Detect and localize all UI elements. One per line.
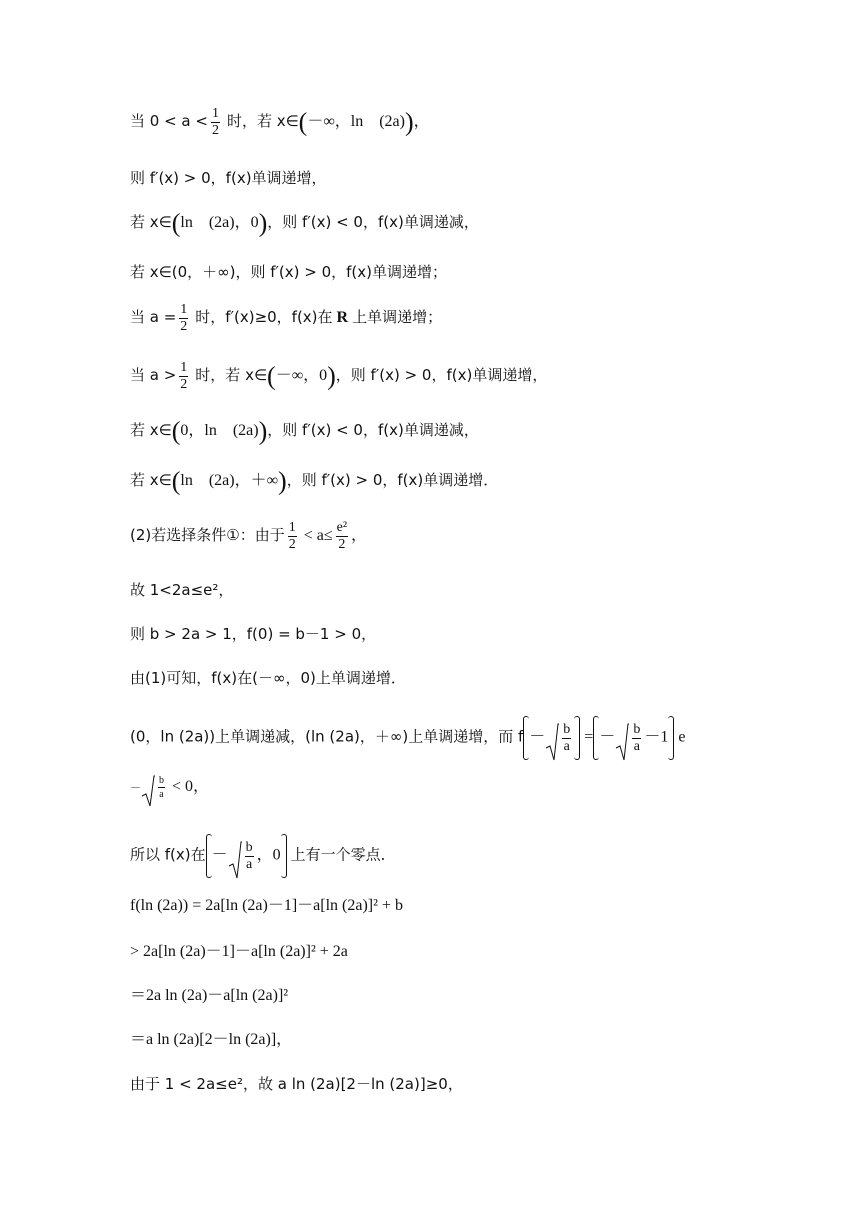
text: 时，若 x∈ — [226, 112, 299, 131]
text: ，则 f′(x) > 0，f(x)单调递增． — [286, 471, 499, 489]
paren-right: ) — [278, 466, 287, 496]
sqrt-icon — [228, 840, 242, 880]
line-13 — [130, 716, 685, 760]
line-4: 若 x∈(0，＋∞)，则 f′(x) > 0，f(x)单调递增； — [130, 263, 448, 281]
paren-right: ) — [327, 361, 336, 391]
fraction — [562, 722, 571, 755]
line-9 — [130, 520, 367, 553]
text: 时，f′(x)≥0，f(x)在 — [195, 308, 333, 327]
paren-left: ( — [298, 107, 308, 137]
text: 当 a > — [130, 366, 177, 385]
denominator: a — [246, 856, 253, 872]
fraction — [179, 360, 188, 393]
text: ， — [351, 527, 368, 545]
denominator: 2 — [211, 123, 219, 138]
sqrt-icon — [545, 722, 559, 762]
text: ， — [413, 113, 430, 131]
paren-right: ) — [404, 107, 414, 137]
text: ，0 — [256, 846, 281, 864]
denominator: a — [563, 738, 570, 754]
denominator: 2 — [180, 377, 188, 392]
text: －∞，ln (2a) — [307, 113, 405, 131]
line-2: 则 f′(x) > 0，f(x)单调递增， — [130, 169, 327, 187]
line-16: f(ln (2a)) = 2a[ln (2a)－1]－a[ln (2a)]² + b — [130, 897, 403, 914]
numerator: 1 — [288, 520, 296, 535]
text: 若 x∈ — [130, 471, 172, 489]
line-19: ＝a ln (2a)[2－ln (2a)]， — [130, 1031, 293, 1048]
text: 上单调递增； — [352, 308, 443, 327]
text: ln (2a)，0 — [180, 214, 259, 231]
paren-left: ( — [267, 361, 276, 391]
paren-right: ) — [258, 208, 268, 238]
denominator: 2 — [338, 537, 346, 552]
denominator: 2 — [288, 537, 296, 552]
sqrt — [141, 774, 168, 801]
numerator: b — [159, 775, 164, 786]
text: 时，若 x∈ — [195, 366, 268, 385]
denominator: a — [633, 738, 640, 754]
paren-left: ( — [171, 466, 181, 496]
line-1 — [130, 106, 430, 139]
numerator: e² — [336, 520, 348, 535]
paren-left: ( — [171, 208, 181, 238]
paren-left: ( — [171, 416, 181, 446]
numerator: 1 — [180, 302, 188, 317]
text: －1 — [644, 728, 669, 746]
text: － — [211, 846, 228, 864]
text: ln (2a)，＋∞ — [180, 472, 279, 489]
text: 当 0 < a < — [130, 112, 208, 131]
sqrt-icon — [615, 722, 629, 762]
denominator: 2 — [180, 319, 188, 334]
text: 若 x∈ — [130, 213, 172, 231]
denominator: a — [159, 789, 164, 800]
text: － — [130, 782, 141, 795]
text: e — [678, 728, 686, 746]
text: ，则 f′(x) > 0，f(x)单调递增， — [335, 366, 548, 385]
numerator: 1 — [180, 360, 188, 375]
line-10: 故 1<2a≤e²， — [130, 581, 234, 599]
text: 所以 f(x)在 — [130, 845, 206, 864]
fraction — [179, 302, 188, 335]
bracket-right — [574, 716, 580, 760]
text: 0，ln (2a) — [180, 422, 259, 439]
line-18: ＝2a ln (2a)－a[ln (2a)]² — [130, 987, 289, 1004]
text: = — [584, 728, 594, 746]
line-3 — [130, 208, 479, 238]
numerator: b — [245, 839, 253, 855]
sqrt — [615, 722, 644, 755]
text: － — [599, 728, 616, 746]
line-8 — [130, 466, 499, 496]
sqrt — [228, 840, 257, 873]
line-20: 由于 1 < 2a≤e²，故 a ln (2a)[2－ln (2a)]≥0， — [130, 1075, 463, 1093]
line-15 — [130, 834, 396, 878]
paren-right: ) — [258, 416, 268, 446]
line-6 — [130, 360, 547, 393]
line-17: > 2a[ln (2a)－1]－a[ln (2a)]² + 2a — [130, 943, 348, 960]
bracket-right — [281, 834, 287, 878]
text: －∞，0 — [275, 367, 328, 385]
numerator: b — [633, 721, 641, 737]
text: (0，ln (2a))上单调递减，(ln (2a)，＋∞)上单调递增，而 f — [130, 727, 524, 746]
text: 上有一个零点． — [290, 845, 396, 864]
text: 当 a = — [130, 308, 177, 327]
text: 若 x∈ — [130, 421, 172, 439]
sqrt — [545, 722, 574, 755]
sqrt-icon — [141, 774, 155, 808]
bracket-right — [668, 716, 674, 760]
bold-R: R — [336, 309, 349, 327]
text: < 0， — [172, 778, 210, 796]
line-14 — [130, 774, 209, 801]
numerator: 1 — [211, 106, 219, 121]
fraction — [211, 106, 220, 139]
line-11: 则 b > 2a > 1，f(0) = b－1 > 0， — [130, 625, 377, 643]
fraction — [245, 840, 254, 873]
fraction — [288, 520, 297, 553]
line-12: 由(1)可知，f(x)在(－∞，0)上单调递增． — [130, 669, 406, 687]
text: ，则 f′(x) < 0，f(x)单调递减， — [267, 213, 479, 231]
text: < a≤ — [303, 527, 333, 545]
fraction — [632, 722, 641, 755]
fraction — [158, 774, 165, 801]
numerator: b — [563, 721, 571, 737]
line-7 — [130, 416, 479, 446]
text: ，则 f′(x) < 0，f(x)单调递减， — [267, 421, 479, 439]
text: (2)若选择条件①：由于 — [130, 526, 285, 545]
text: － — [529, 728, 546, 746]
line-5 — [130, 302, 442, 335]
fraction — [336, 520, 348, 553]
